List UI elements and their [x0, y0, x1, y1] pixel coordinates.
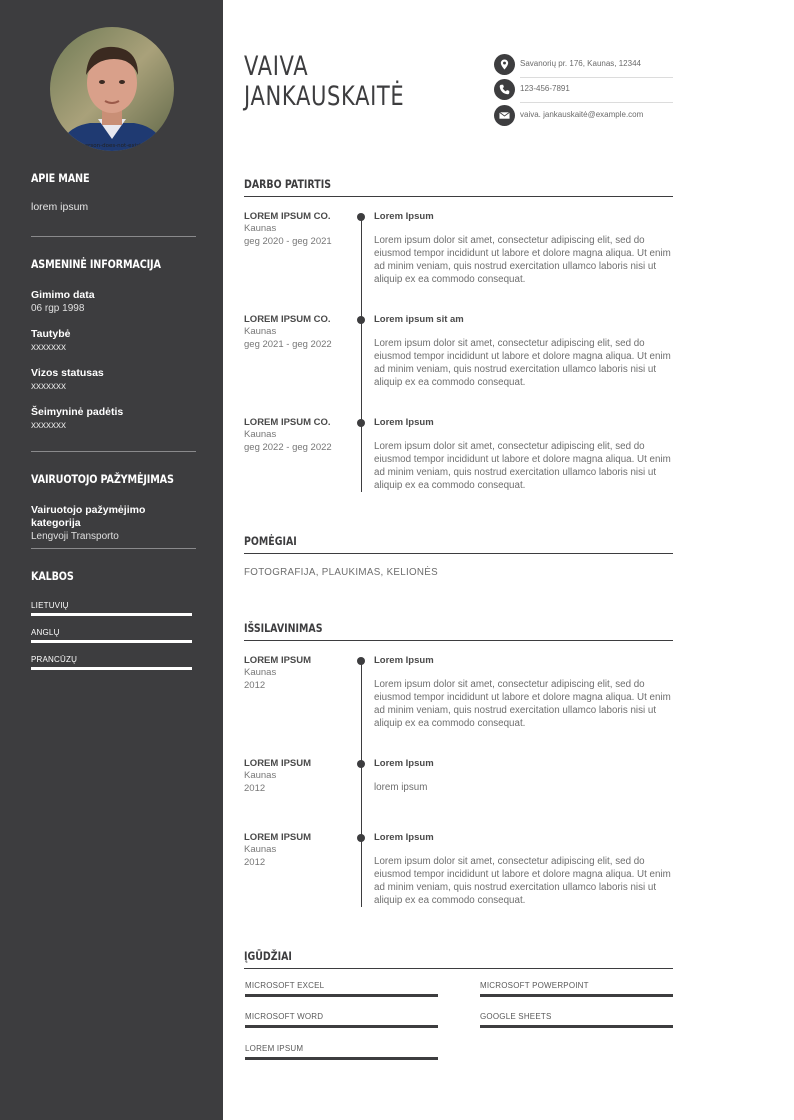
marital-status-label: Šeimyninė padėtis — [31, 406, 124, 418]
nationality-label: Tautybė — [31, 328, 71, 340]
sidebar-divider — [31, 451, 196, 452]
employment-dates: geg 2021 - geg 2022 — [244, 338, 332, 350]
about-heading: APIE MANE — [31, 171, 90, 185]
language-level-bar — [31, 613, 192, 616]
first-name: VAIVA — [244, 51, 309, 82]
last-name: JANKAUSKAITĖ — [244, 81, 405, 112]
education-timeline — [361, 658, 362, 907]
degree-title: Lorem Ipsum — [374, 832, 434, 843]
school-name: LOREM IPSUM — [244, 758, 312, 769]
skill-item — [480, 1012, 673, 1028]
phone-text: 123-456-7891 — [520, 84, 570, 93]
nationality-value: xxxxxxx — [31, 342, 66, 353]
section-rule — [244, 196, 673, 197]
degree-description: lorem ipsum — [374, 782, 428, 793]
hobbies-text: FOTOGRAFIJA, PLAUKIMAS, KELIONĖS — [244, 567, 438, 578]
language-name: PRANCŪZŲ — [31, 655, 78, 664]
visa-status-label: Vizos statusas — [31, 367, 104, 379]
experience-title: DARBO PATIRTIS — [244, 177, 332, 191]
skill-item — [245, 1044, 438, 1060]
degree-description: Lorem ipsum dolor sit amet, consectetur adipiscing elit, sed do eiusmod tempor incididunt ut labore et dolore magna aliqua. Ut enim ad minim veniam, quis nostrud exercitation ullamco laboris nisi ut aliquip ex ea commodo consequat. — [374, 856, 671, 906]
degree-description: Lorem ipsum dolor sit amet, consectetur adipiscing elit, sed do eiusmod tempor incididunt ut labore et dolore magna aliqua. Ut enim ad minim veniam, quis nostrud exercitation ullamco laboris nisi ut aliquip ex ea commodo consequat. — [374, 679, 671, 729]
graduation-year: 2012 — [244, 782, 266, 794]
employer-name: LOREM IPSUM CO. — [244, 417, 331, 428]
marital-status-value: xxxxxxx — [31, 420, 66, 431]
skills-title: ĮGŪDŽIAI — [244, 949, 292, 963]
timeline-dot — [357, 213, 365, 221]
skill-name: LOREM IPSUM — [245, 1044, 304, 1053]
photo-watermark: this-person-does-not-exist.com — [69, 143, 155, 149]
contact-address — [494, 54, 673, 78]
hobbies-heading — [244, 534, 673, 554]
map-pin-icon — [494, 54, 515, 75]
personal-info-section — [31, 257, 196, 432]
license-heading: VAIRUOTOJO PAŽYMĖJIMAS — [31, 472, 174, 486]
experience-heading — [244, 177, 673, 197]
visa-status-value: xxxxxxx — [31, 381, 66, 392]
language-name: ANGLŲ — [31, 628, 60, 637]
school-city: Kaunas — [244, 770, 277, 781]
skill-level-bar — [245, 1057, 438, 1060]
personal-info-heading: ASMENINĖ INFORMACIJA — [31, 257, 161, 271]
full-name — [244, 52, 404, 112]
contact-divider — [520, 77, 673, 78]
graduation-year: 2012 — [244, 679, 266, 691]
school-name: LOREM IPSUM — [244, 832, 312, 843]
degree-title: Lorem Ipsum — [374, 655, 434, 666]
personal-item — [31, 289, 196, 315]
skill-item — [245, 1012, 438, 1028]
languages-section — [31, 569, 196, 583]
graduation-year: 2012 — [244, 856, 266, 868]
degree-title: Lorem Ipsum — [374, 758, 434, 769]
school-city: Kaunas — [244, 667, 277, 678]
skills-heading — [244, 949, 673, 969]
employment-dates: geg 2022 - geg 2022 — [244, 441, 332, 453]
license-section — [31, 472, 196, 543]
language-item — [31, 628, 192, 643]
employer-city: Kaunas — [244, 326, 277, 337]
contact-email — [494, 105, 673, 129]
job-description: Lorem ipsum dolor sit amet, consectetur adipiscing elit, sed do eiusmod tempor incididunt ut labore et dolore magna aliqua. Ut enim ad minim veniam, quis nostrud exercitation ullamco laboris nisi ut aliquip ex ea commodo consequat. — [374, 338, 671, 388]
hobbies-title: POMĖGIAI — [244, 534, 297, 548]
phone-icon — [494, 79, 515, 100]
school-name: LOREM IPSUM — [244, 655, 312, 666]
job-title: Lorem ipsum sit am — [374, 314, 464, 325]
envelope-icon — [494, 105, 515, 126]
experience-timeline — [361, 214, 362, 492]
sidebar — [0, 0, 223, 1120]
skill-name: MICROSOFT EXCEL — [245, 981, 325, 990]
job-title: Lorem Ipsum — [374, 417, 434, 428]
skill-name: GOOGLE SHEETS — [480, 1012, 552, 1021]
personal-item — [31, 328, 196, 354]
skill-level-bar — [245, 1025, 438, 1028]
employer-city: Kaunas — [244, 429, 277, 440]
about-text: lorem ipsum — [31, 201, 89, 213]
job-description: Lorem ipsum dolor sit amet, consectetur adipiscing elit, sed do eiusmod tempor incididunt ut labore et dolore magna aliqua. Ut enim ad minim veniam, quis nostrud exercitation ullamco laboris nisi ut aliquip ex ea commodo consequat. — [374, 441, 671, 491]
license-value: Lengvoji Transporto — [31, 531, 119, 542]
education-heading — [244, 621, 673, 641]
languages-heading: KALBOS — [31, 569, 74, 583]
education-title: IŠSILAVINIMAS — [244, 621, 323, 635]
address-text: Savanorių pr. 176, Kaunas, 12344 — [520, 59, 641, 68]
skill-level-bar — [245, 994, 438, 997]
timeline-dot — [357, 760, 365, 768]
section-rule — [244, 968, 673, 969]
section-rule — [244, 640, 673, 641]
job-title: Lorem Ipsum — [374, 211, 434, 222]
license-label: Vairuotojo pažymėjimo kategorija — [31, 504, 146, 529]
job-description: Lorem ipsum dolor sit amet, consectetur adipiscing elit, sed do eiusmod tempor incididunt ut labore et dolore magna aliqua. Ut enim ad minim veniam, quis nostrud exercitation ullamco laboris nisi ut aliquip ex ea commodo consequat. — [374, 235, 671, 285]
employer-name: LOREM IPSUM CO. — [244, 314, 331, 325]
timeline-dot — [357, 419, 365, 427]
personal-item — [31, 406, 196, 432]
skill-name: MICROSOFT WORD — [245, 1012, 324, 1021]
profile-photo — [50, 27, 174, 151]
language-name: LIETUVIŲ — [31, 601, 69, 610]
timeline-dot — [357, 657, 365, 665]
contact-phone — [494, 79, 673, 103]
about-section — [31, 171, 196, 213]
language-item — [31, 601, 192, 616]
employer-city: Kaunas — [244, 223, 277, 234]
language-level-bar — [31, 640, 192, 643]
timeline-dot — [357, 316, 365, 324]
skill-level-bar — [480, 1025, 673, 1028]
employer-name: LOREM IPSUM CO. — [244, 211, 331, 222]
section-rule — [244, 553, 673, 554]
skill-item — [245, 981, 438, 997]
sidebar-divider — [31, 236, 196, 237]
language-level-bar — [31, 667, 192, 670]
birthdate-value: 06 rgp 1998 — [31, 303, 85, 314]
personal-item — [31, 367, 196, 393]
sidebar-divider — [31, 548, 196, 549]
skill-level-bar — [480, 994, 673, 997]
employment-dates: geg 2020 - geg 2021 — [244, 235, 332, 247]
birthdate-label: Gimimo data — [31, 289, 95, 301]
timeline-dot — [357, 834, 365, 842]
skill-name: MICROSOFT POWERPOINT — [480, 981, 589, 990]
skill-item — [480, 981, 673, 997]
email-text: vaiva. jankauskaitė@example.com — [520, 110, 644, 119]
language-item — [31, 655, 192, 670]
contact-divider — [520, 102, 673, 103]
school-city: Kaunas — [244, 844, 277, 855]
